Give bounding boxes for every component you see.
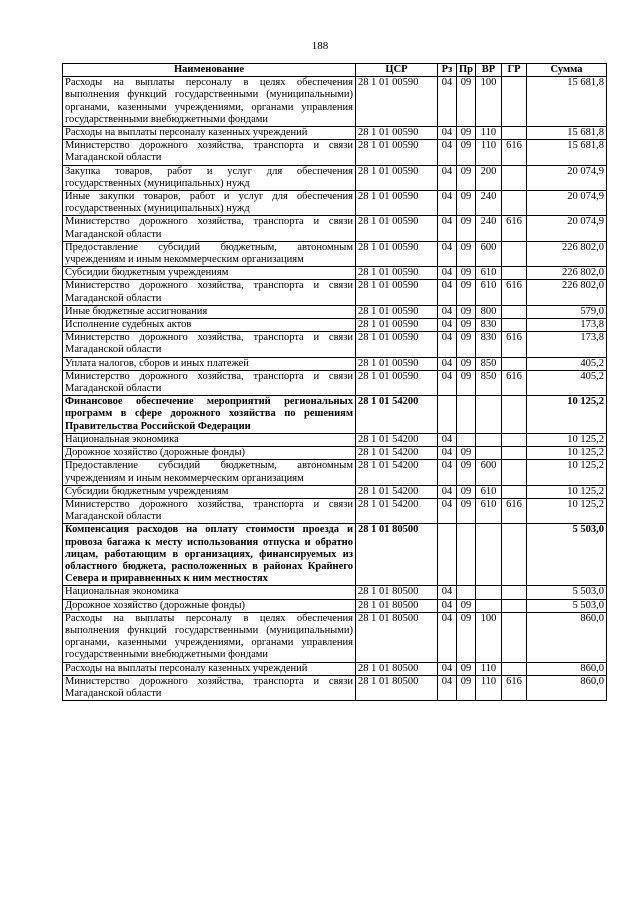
cell-name: Исполнение судебных актов [63, 319, 356, 332]
cell-gr: 616 [502, 280, 527, 305]
cell-pr: 09 [457, 370, 476, 395]
cell-vr: 100 [476, 77, 502, 127]
cell-pr: 09 [457, 140, 476, 165]
cell-rz: 04 [438, 77, 457, 127]
header-name: Наименование [63, 64, 356, 77]
table-row [63, 460, 607, 485]
cell-rz: 04 [438, 498, 457, 523]
cell-sum: 5 503,0 [527, 599, 607, 612]
cell-sum: 860,0 [527, 675, 607, 700]
cell-gr [502, 524, 527, 586]
cell-pr: 09 [457, 191, 476, 216]
cell-gr [502, 241, 527, 266]
cell-vr: 110 [476, 140, 502, 165]
table-row [63, 216, 607, 241]
cell-vr: 600 [476, 241, 502, 266]
cell-name: Министерство дорожного хозяйства, транспорта и связи Магаданской области [63, 370, 356, 395]
table-row [63, 280, 607, 305]
cell-sum: 10 125,2 [527, 396, 607, 434]
header-csr: ЦСР [356, 64, 438, 77]
table-row [63, 524, 607, 586]
table-row [63, 433, 607, 446]
cell-pr: 09 [457, 305, 476, 318]
cell-rz: 04 [438, 447, 457, 460]
cell-csr: 28 1 01 00590 [356, 319, 438, 332]
cell-gr [502, 612, 527, 662]
budget-table [62, 63, 607, 701]
cell-sum: 405,2 [527, 370, 607, 395]
cell-rz: 04 [438, 191, 457, 216]
cell-name: Субсидии бюджетным учреждениям [63, 267, 356, 280]
cell-gr [502, 485, 527, 498]
table-row [63, 370, 607, 395]
cell-pr: 09 [457, 319, 476, 332]
cell-vr: 110 [476, 127, 502, 140]
cell-name: Министерство дорожного хозяйства, транспорта и связи Магаданской области [63, 498, 356, 523]
cell-csr: 28 1 01 54200 [356, 447, 438, 460]
cell-vr [476, 396, 502, 434]
cell-rz: 04 [438, 140, 457, 165]
cell-pr [457, 433, 476, 446]
table-row [63, 612, 607, 662]
cell-pr: 09 [457, 662, 476, 675]
cell-gr: 616 [502, 675, 527, 700]
cell-rz: 04 [438, 165, 457, 190]
cell-vr: 110 [476, 662, 502, 675]
cell-csr: 28 1 01 00590 [356, 280, 438, 305]
cell-name: Компенсация расходов на оплату стоимости проезда и провоза багажа к месту использования отпуска и обратно лицам, работающим в организациях, финансируемых из областного бюджета, расположенных в районах Крайнего Севера и приравненных к ним местностях [63, 524, 356, 586]
cell-sum: 10 125,2 [527, 433, 607, 446]
cell-sum: 15 681,8 [527, 127, 607, 140]
cell-pr: 09 [457, 357, 476, 370]
cell-vr [476, 586, 502, 599]
cell-pr: 09 [457, 127, 476, 140]
table-row [63, 267, 607, 280]
cell-name: Расходы на выплаты персоналу казенных учреждений [63, 127, 356, 140]
table-row [63, 357, 607, 370]
table-header-row [63, 64, 607, 77]
cell-name: Предоставление субсидий бюджетным, автономным учреждениям и иным некоммерческим организациям [63, 460, 356, 485]
table-row [63, 332, 607, 357]
header-vr: ВР [476, 64, 502, 77]
cell-name: Дорожное хозяйство (дорожные фонды) [63, 599, 356, 612]
cell-pr: 09 [457, 241, 476, 266]
cell-sum: 5 503,0 [527, 524, 607, 586]
header-pr: Пр [457, 64, 476, 77]
table-row [63, 165, 607, 190]
cell-name: Расходы на выплаты персоналу в целях обеспечения выполнения функций государственными (муниципальными) органами, казенными учреждениями, органами управления государственными внебюджетными фондами [63, 612, 356, 662]
cell-csr: 28 1 01 80500 [356, 524, 438, 586]
cell-name: Закупка товаров, работ и услуг для обеспечения государственных (муниципальных) нужд [63, 165, 356, 190]
cell-csr: 28 1 01 00590 [356, 191, 438, 216]
cell-sum: 579,0 [527, 305, 607, 318]
table-row [63, 396, 607, 434]
cell-name: Финансовое обеспечение мероприятий региональных программ в сфере дорожного хозяйства по решениям Правительства Российской Федерации [63, 396, 356, 434]
cell-pr: 09 [457, 498, 476, 523]
cell-name: Министерство дорожного хозяйства, транспорта и связи Магаданской области [63, 216, 356, 241]
cell-vr: 100 [476, 612, 502, 662]
cell-rz: 04 [438, 267, 457, 280]
table-row [63, 586, 607, 599]
cell-pr: 09 [457, 485, 476, 498]
cell-csr: 28 1 01 00590 [356, 140, 438, 165]
cell-gr [502, 460, 527, 485]
cell-csr: 28 1 01 00590 [356, 305, 438, 318]
table-row [63, 191, 607, 216]
cell-vr: 610 [476, 485, 502, 498]
cell-name: Уплата налогов, сборов и иных платежей [63, 357, 356, 370]
header-gr: ГР [502, 64, 527, 77]
cell-sum: 20 074,9 [527, 216, 607, 241]
cell-vr: 850 [476, 370, 502, 395]
cell-name: Иные закупки товаров, работ и услуг для обеспечения государственных (муниципальных) нужд [63, 191, 356, 216]
cell-rz: 04 [438, 460, 457, 485]
cell-vr: 800 [476, 305, 502, 318]
cell-gr [502, 662, 527, 675]
cell-csr: 28 1 01 00590 [356, 357, 438, 370]
cell-pr [457, 586, 476, 599]
cell-vr: 240 [476, 191, 502, 216]
cell-csr: 28 1 01 00590 [356, 77, 438, 127]
cell-csr: 28 1 01 00590 [356, 332, 438, 357]
cell-csr: 28 1 01 54200 [356, 460, 438, 485]
cell-gr [502, 447, 527, 460]
cell-gr [502, 165, 527, 190]
cell-gr [502, 396, 527, 434]
cell-gr [502, 433, 527, 446]
cell-sum: 20 074,9 [527, 191, 607, 216]
cell-csr: 28 1 01 54200 [356, 433, 438, 446]
cell-pr [457, 524, 476, 586]
cell-gr [502, 77, 527, 127]
table-row [63, 305, 607, 318]
cell-sum: 10 125,2 [527, 460, 607, 485]
cell-rz: 04 [438, 675, 457, 700]
cell-rz: 04 [438, 599, 457, 612]
cell-csr: 28 1 01 00590 [356, 370, 438, 395]
cell-pr [457, 396, 476, 434]
cell-vr: 830 [476, 319, 502, 332]
cell-gr: 616 [502, 140, 527, 165]
cell-vr [476, 524, 502, 586]
cell-csr: 28 1 01 00590 [356, 127, 438, 140]
cell-sum: 15 681,8 [527, 77, 607, 127]
cell-rz: 04 [438, 332, 457, 357]
cell-vr: 610 [476, 280, 502, 305]
cell-gr [502, 305, 527, 318]
cell-sum: 173,8 [527, 332, 607, 357]
table-row [63, 241, 607, 266]
cell-name: Министерство дорожного хозяйства, транспорта и связи Магаданской области [63, 280, 356, 305]
cell-vr: 830 [476, 332, 502, 357]
cell-sum: 10 125,2 [527, 498, 607, 523]
cell-rz: 04 [438, 357, 457, 370]
table-row [63, 319, 607, 332]
cell-rz: 04 [438, 662, 457, 675]
cell-pr: 09 [457, 165, 476, 190]
cell-sum: 405,2 [527, 357, 607, 370]
cell-gr: 616 [502, 370, 527, 395]
cell-name: Министерство дорожного хозяйства, транспорта и связи Магаданской области [63, 140, 356, 165]
cell-gr [502, 127, 527, 140]
cell-name: Субсидии бюджетным учреждениям [63, 485, 356, 498]
cell-gr [502, 357, 527, 370]
cell-csr: 28 1 01 80500 [356, 586, 438, 599]
cell-csr: 28 1 01 00590 [356, 267, 438, 280]
cell-name: Национальная экономика [63, 586, 356, 599]
cell-name: Национальная экономика [63, 433, 356, 446]
cell-rz: 04 [438, 127, 457, 140]
table-row [63, 498, 607, 523]
cell-vr: 110 [476, 675, 502, 700]
cell-vr [476, 433, 502, 446]
cell-vr [476, 599, 502, 612]
cell-rz: 04 [438, 485, 457, 498]
cell-gr [502, 586, 527, 599]
cell-pr: 09 [457, 216, 476, 241]
cell-csr: 28 1 01 00590 [356, 241, 438, 266]
cell-pr: 09 [457, 675, 476, 700]
cell-name: Расходы на выплаты персоналу казенных учреждений [63, 662, 356, 675]
cell-csr: 28 1 01 54200 [356, 396, 438, 434]
cell-rz: 04 [438, 370, 457, 395]
header-rz: Рз [438, 64, 457, 77]
table-row [63, 599, 607, 612]
cell-sum: 10 125,2 [527, 447, 607, 460]
header-sum: Сумма [527, 64, 607, 77]
cell-vr [476, 447, 502, 460]
cell-sum: 173,8 [527, 319, 607, 332]
table-row [63, 140, 607, 165]
cell-csr: 28 1 01 80500 [356, 662, 438, 675]
cell-gr: 616 [502, 332, 527, 357]
cell-rz: 04 [438, 280, 457, 305]
cell-csr: 28 1 01 80500 [356, 675, 438, 700]
cell-vr: 600 [476, 460, 502, 485]
cell-sum: 10 125,2 [527, 485, 607, 498]
cell-rz: 04 [438, 305, 457, 318]
cell-vr: 200 [476, 165, 502, 190]
cell-sum: 226 802,0 [527, 280, 607, 305]
cell-name: Дорожное хозяйство (дорожные фонды) [63, 447, 356, 460]
cell-rz: 04 [438, 319, 457, 332]
cell-pr: 09 [457, 267, 476, 280]
cell-name: Министерство дорожного хозяйства, транспорта и связи Магаданской области [63, 675, 356, 700]
table-row [63, 485, 607, 498]
cell-rz: 04 [438, 433, 457, 446]
cell-sum: 5 503,0 [527, 586, 607, 599]
cell-name: Расходы на выплаты персоналу в целях обеспечения выполнения функций государственными (муниципальными) органами, казенными учреждениями, органами управления государственными внебюджетными фондами [63, 77, 356, 127]
cell-csr: 28 1 01 80500 [356, 612, 438, 662]
cell-gr [502, 191, 527, 216]
cell-sum: 860,0 [527, 612, 607, 662]
cell-name: Иные бюджетные ассигнования [63, 305, 356, 318]
cell-rz: 04 [438, 216, 457, 241]
cell-csr: 28 1 01 80500 [356, 599, 438, 612]
cell-rz: 04 [438, 612, 457, 662]
table-row [63, 127, 607, 140]
table-row [63, 447, 607, 460]
cell-gr [502, 599, 527, 612]
cell-pr: 09 [457, 447, 476, 460]
cell-sum: 860,0 [527, 662, 607, 675]
cell-pr: 09 [457, 599, 476, 612]
table-row [63, 662, 607, 675]
cell-vr: 850 [476, 357, 502, 370]
table-row [63, 675, 607, 700]
cell-rz [438, 524, 457, 586]
cell-pr: 09 [457, 332, 476, 357]
cell-csr: 28 1 01 00590 [356, 216, 438, 241]
cell-sum: 226 802,0 [527, 241, 607, 266]
page-number: 188 [311, 40, 329, 52]
cell-vr: 610 [476, 498, 502, 523]
cell-csr: 28 1 01 54200 [356, 498, 438, 523]
cell-sum: 20 074,9 [527, 165, 607, 190]
cell-rz [438, 396, 457, 434]
cell-vr: 240 [476, 216, 502, 241]
cell-vr: 610 [476, 267, 502, 280]
cell-pr: 09 [457, 280, 476, 305]
cell-csr: 28 1 01 00590 [356, 165, 438, 190]
cell-gr [502, 319, 527, 332]
cell-sum: 226 802,0 [527, 267, 607, 280]
cell-pr: 09 [457, 612, 476, 662]
cell-pr: 09 [457, 77, 476, 127]
cell-csr: 28 1 01 54200 [356, 485, 438, 498]
cell-sum: 15 681,8 [527, 140, 607, 165]
cell-name: Министерство дорожного хозяйства, транспорта и связи Магаданской области [63, 332, 356, 357]
cell-gr [502, 267, 527, 280]
table-row [63, 77, 607, 127]
cell-pr: 09 [457, 460, 476, 485]
cell-gr: 616 [502, 498, 527, 523]
cell-name: Предоставление субсидий бюджетным, автономным учреждениям и иным некоммерческим организациям [63, 241, 356, 266]
cell-gr: 616 [502, 216, 527, 241]
cell-rz: 04 [438, 241, 457, 266]
cell-rz: 04 [438, 586, 457, 599]
